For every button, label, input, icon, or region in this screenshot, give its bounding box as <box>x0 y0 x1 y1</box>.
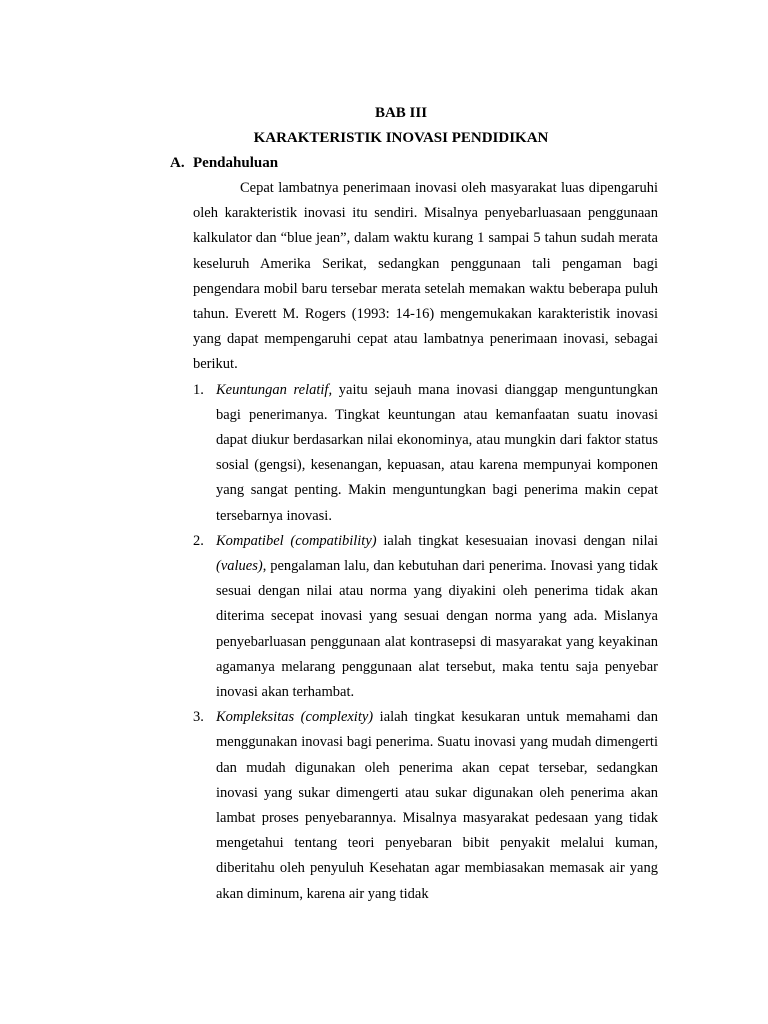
list-item-text: ialah tingkat kesesuaian inovasi dengan nilai <box>376 532 658 549</box>
list-item-text: ialah tingkat kesukaran untuk memahami dan menggunakan inovasi bagi penerima. Suatu inovasi yang mudah dimengerti dan mudah digunakan oleh penerima akan cepat tersebar, sedangkan inovasi yang sukar dimengerti atau sukar digunakan oleh penerima akan lambat proses penyebarannya. Misalnya masyarakat pedesaan yang tidak mengetahui tentang teori penyebaran bibit penyakit melalui kuman, diberitahu oleh penyuluh Kesehatan agar membiasakan memasak air yang akan diminum, karena air yang tidak <box>216 709 658 902</box>
intro-paragraph: Cepat lambatnya penerimaan inovasi oleh masyarakat luas dipengaruhi oleh karakteristik inovasi itu sendiri. Misalnya penyebarluasaan penggunaan kalkulator dan “blue jean”, dalam waktu kurang 1 sampai 5 tahun sudah merata keseluruh Amerika Serikat, sedangkan penggunaan tali pengaman bagi pengendara mobil baru tersebar merata setelah memakan waktu beberapa puluh tahun. Everett M. Rogers (1993: 14-16) mengemukakan karakteristik inovasi yang dapat mempengaruhi cepat atau lambatnya penerimaan inovasi, sebagai berikut. <box>193 180 658 373</box>
list-item-number: 2. <box>193 532 204 549</box>
list-item-term: Keuntungan relatif, <box>216 381 333 398</box>
list-item-term: Kompatibel (compatibility) <box>216 532 377 549</box>
list-item-term-values: (values) <box>216 558 263 575</box>
list-item-compatibility <box>193 529 658 705</box>
list-item-term: Kompleksitas (complexity) <box>216 709 374 726</box>
chapter-title: KARAKTERISTIK INOVASI PENDIDIKAN <box>253 130 549 146</box>
section-heading <box>170 151 278 175</box>
body-text <box>193 176 658 907</box>
list-item-text: , pengalaman lalu, dan kebutuhan dari penerima. Inovasi yang tidak sesuai dengan nilai atau norma yang diyakini oleh penerima tidak akan diterima secepat inovasi yang sesuai dengan norma yang ada. Mislanya penyebarluasan penggunaan alat kontrasepsi di masyarakat yang keyakinan agamanya melarang penggunaan alat tersebut, maka tentu saja penyebar inovasi akan terhambat. <box>216 558 658 701</box>
list-item-relative-advantage <box>193 378 658 529</box>
section-title: Pendahuluan <box>193 155 279 171</box>
list-item-complexity <box>193 705 658 907</box>
list-item-text: yaitu sejauh mana inovasi dianggap menguntungkan bagi penerimanya. Tingkat keuntungan atau kemanfaatan suatu inovasi dapat diukur berdasarkan nilai ekonominya, atau mungkin dari faktor status sosial (gengsi), kesenangan, kepuasan, atau karena mempunyai komponen yang sangat penting. Makin menguntungkan bagi penerima makin cepat tersebarnya inovasi. <box>216 381 658 524</box>
list-item-number: 3. <box>193 709 204 726</box>
chapter-number: BAB III <box>374 105 428 121</box>
characteristics-list <box>193 378 658 907</box>
list-item-number: 1. <box>193 381 204 398</box>
section-marker: A. <box>170 155 185 171</box>
